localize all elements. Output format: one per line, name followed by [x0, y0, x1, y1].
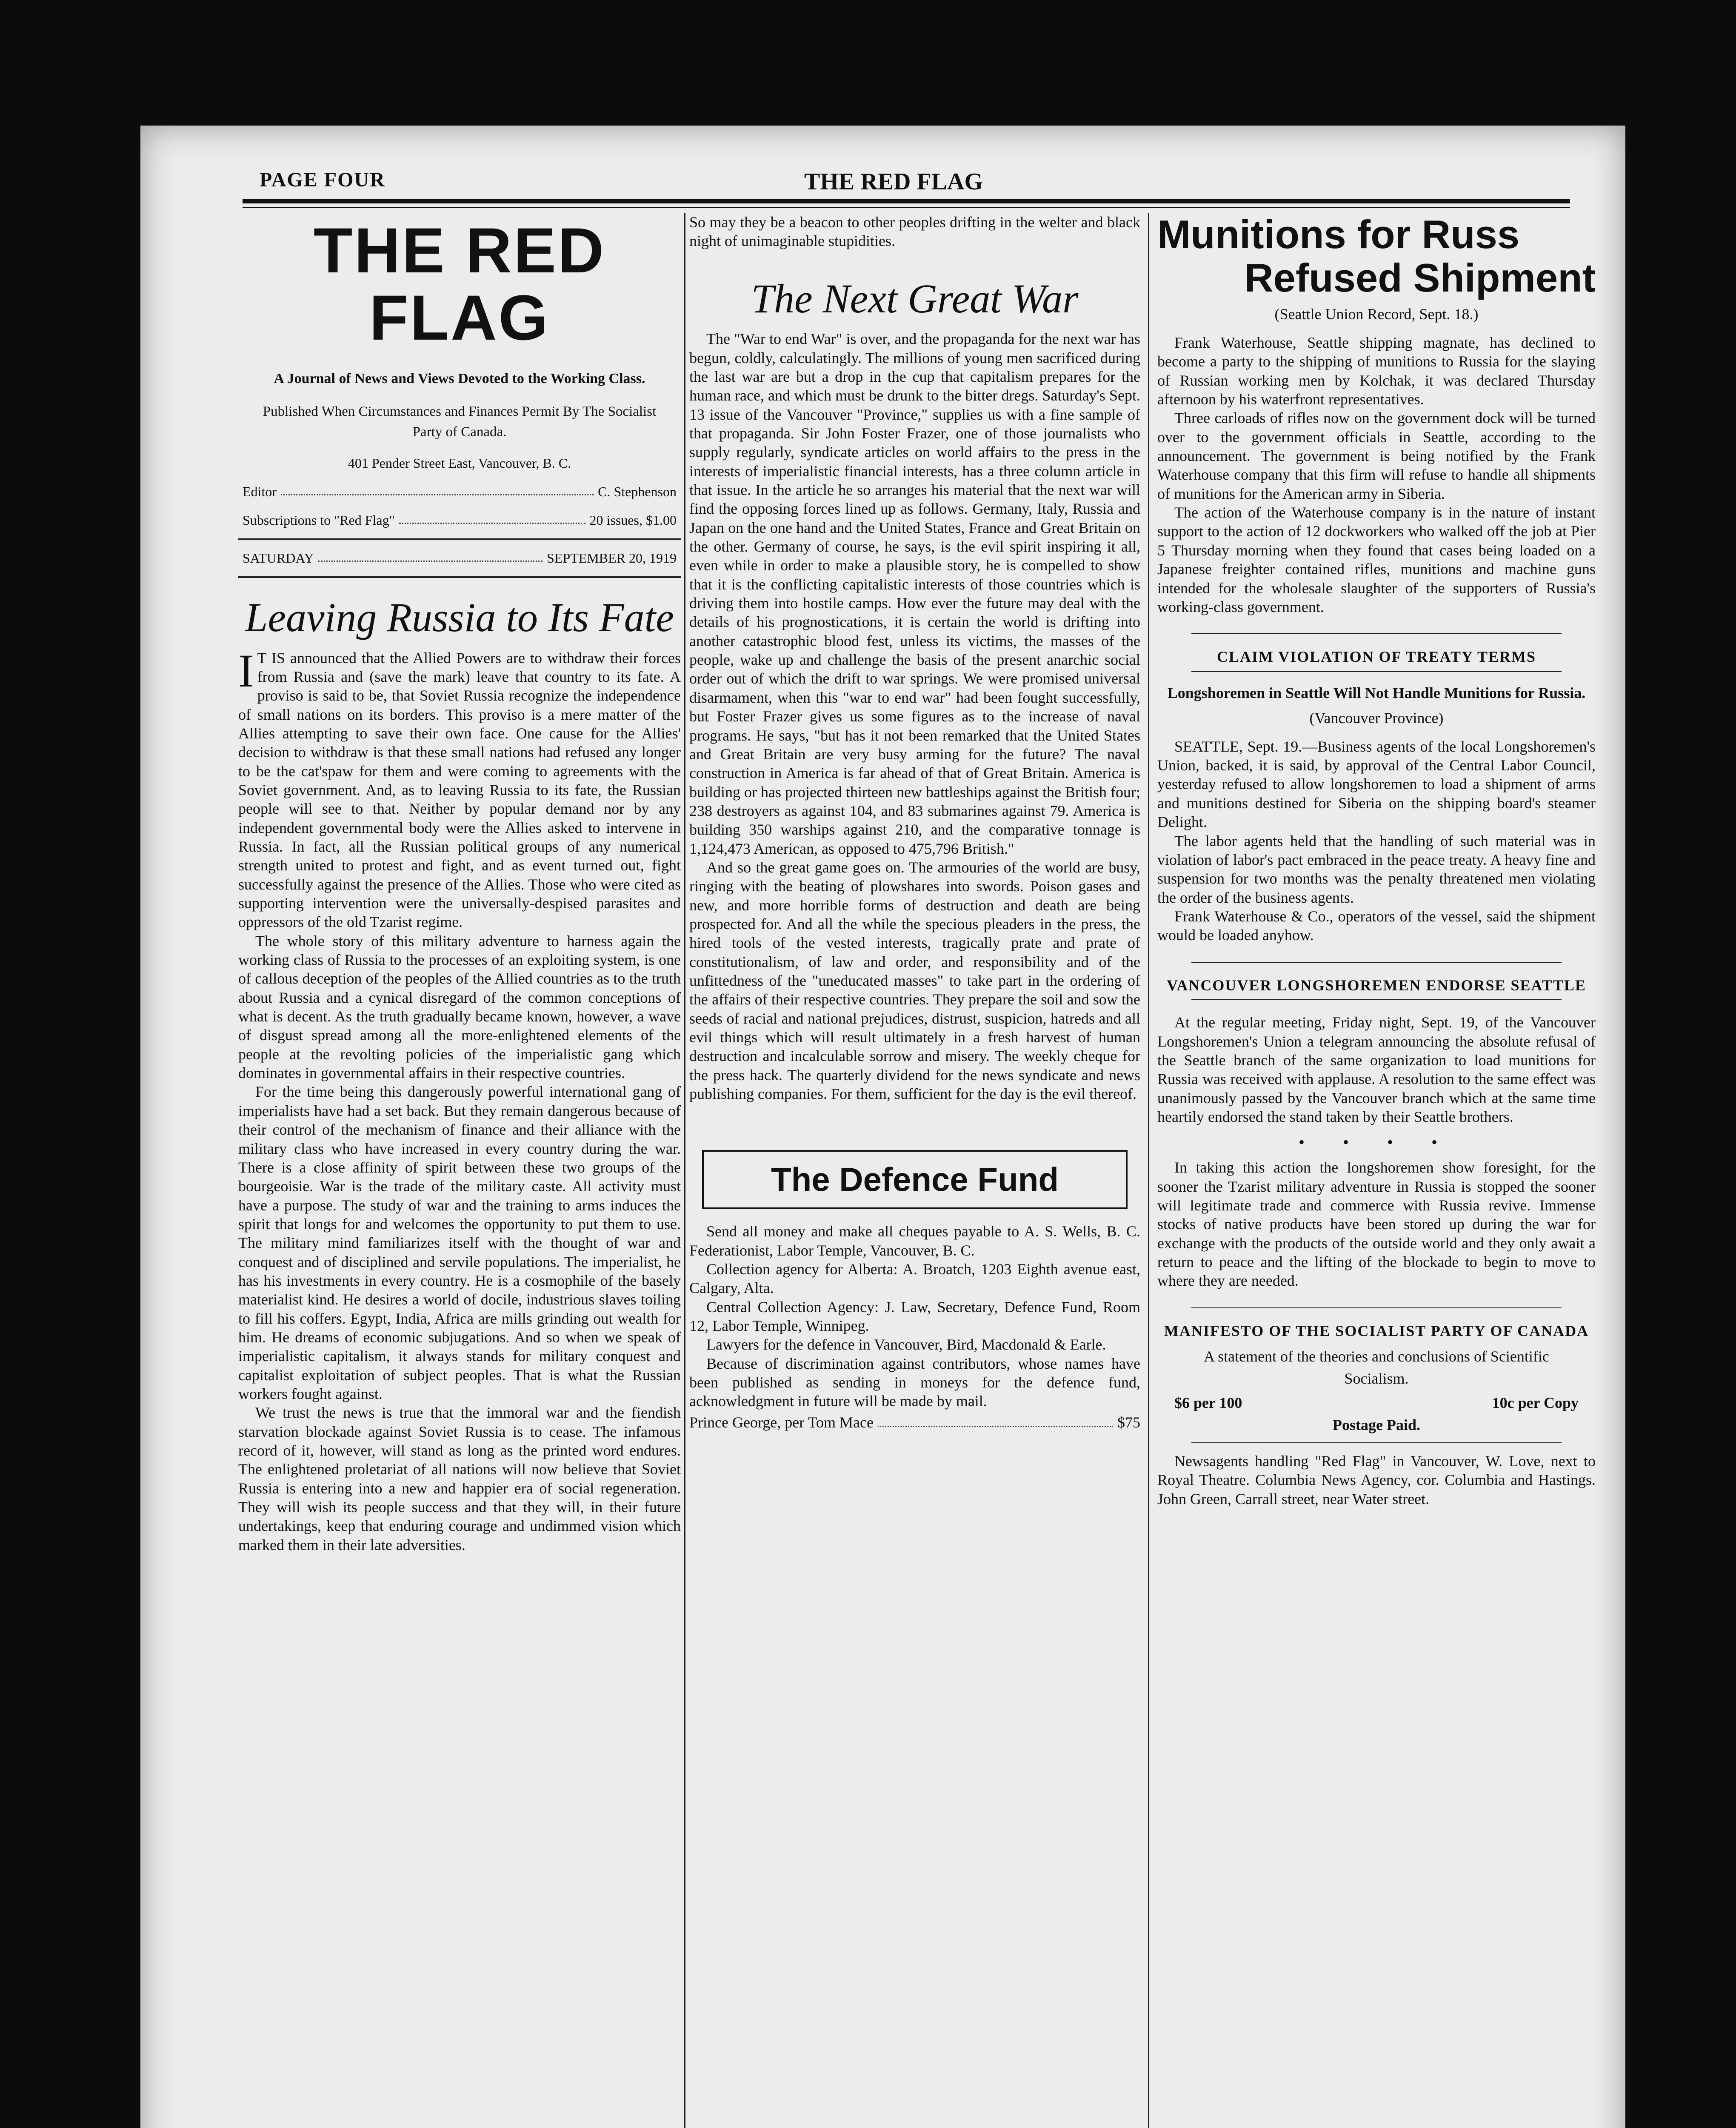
- manifesto-desc: A statement of the theories and conclusions of Scientific Socialism.: [1204, 1347, 1549, 1387]
- editor-label: Editor: [243, 483, 277, 499]
- rule: [1191, 671, 1562, 672]
- rule: [238, 576, 681, 578]
- fund-paragraph: Collection agency for Alberta: A. Broatch, 1203 Eighth avenue east, Calgary, Alta.: [689, 1261, 1140, 1297]
- column-divider: [684, 213, 685, 2128]
- fund-paragraph: Send all money and make all cheques payable to A. S. Wells, B. C. Federationist, Labor Temple, Vancouver, B. C.: [689, 1223, 1140, 1259]
- leader-dots: [878, 1413, 1113, 1427]
- fund-paragraph: Because of discrimination against contributors, whose names have been published as sending in moneys for the defence fund, acknowledgment in future will be made by mail.: [689, 1355, 1140, 1410]
- article-paragraph: Three carloads of rifles now on the government dock will be turned over to the government officials in Seattle, according to the announcement. The government is being notified by the Frank Waterhouse company that this firm will refuse to handle all shipments of munitions for the American army in Siberia.: [1157, 409, 1596, 502]
- section-subhead: Longshoremen in Seattle Will Not Handle Munitions for Russia.: [1167, 684, 1586, 701]
- article-title: The Next Great War: [751, 275, 1079, 321]
- article-paragraph: Frank Waterhouse & Co., operators of the vessel, said the shipment would be loaded anyhow.: [1157, 907, 1596, 944]
- manifesto-prices: [1174, 1394, 1579, 1412]
- article-paragraph: We trust the news is true that the immoral war and the fiendish starvation blockade against Soviet Russia is to cease. The infamous record of it, however, will stand as long as the printed word endures. The enlightened proletariat of all nations will now believe that Soviet Russia is entering into a new and happier era of social regeneration. They will wish its people success and that they will, in their future undertakings, keep that enduring courage and undimmed vision which marked them in their late adversities.: [238, 1404, 681, 1553]
- leader-dots: [281, 484, 594, 495]
- editor-line: [243, 484, 677, 500]
- masthead-title: THE RED FLAG: [313, 215, 606, 353]
- subscriptions-label: Subscriptions to "Red Flag": [243, 512, 395, 528]
- article-paragraph: The labor agents held that the handling of such material was in violation of labor's pact embraced in the peace treaty. A heavy fine and suspension for two months was the penalty threatened men violating the order of the business agents.: [1157, 832, 1596, 906]
- rule: [1191, 1307, 1562, 1308]
- page-number: PAGE FOUR: [260, 169, 385, 191]
- fund-paragraph: Central Collection Agency: J. Law, Secretary, Defence Fund, Room 12, Labor Temple, Winnipeg.: [689, 1298, 1140, 1335]
- subscriptions-value: 20 issues, $1.00: [589, 512, 677, 528]
- editor-name: C. Stephenson: [598, 483, 677, 499]
- rule: [1191, 1442, 1562, 1443]
- manifesto-postage: Postage Paid.: [1333, 1416, 1420, 1433]
- article-paragraph: The whole story of this military adventure to harness again the working class of Russia to the processes of an exploiting system, is one of callous deception of the peoples of the Allied countries as to the truth about Russia and a cynical disregard of the common conceptions of what is decent. As the truth gradually became known, however, a wave of disgust spread among all the more-enlightened elements of the people at the revolting policies of the imperialistic gang which dominates in governmental affairs in their respective countries.: [238, 932, 681, 1082]
- article-paragraph: SEATTLE, Sept. 19.—Business agents of the local Longshoremen's Union, backed, it is said, by approval of the Central Labor Council, yesterday refused to allow longshoremen to load a shipment of arms and munitions destined for Siberia on the shipping board's steamer Delight.: [1157, 738, 1596, 831]
- section-head: VANCOUVER LONGSHOREMEN ENDORSE SEATTLE: [1167, 976, 1586, 994]
- fund-entry-amount: $75: [1117, 1413, 1140, 1431]
- top-rule: [243, 199, 1570, 203]
- article-paragraph: In taking this action the longshoremen show foresight, for the sooner the Tzarist military adventure in Russia is stopped the sooner will legitimate trade and commerce with Russia revive. Immense stocks of native products have been stored up during the war for exchange with the products of the outside world and they only await a return to peace and the lifting of the blockade to begin to move to where they are needed.: [1157, 1159, 1596, 1290]
- article-paragraph: And so the great game goes on. The armouries of the world are busy, ringing with the beating of plowshares into swords. Poison gases and new, and more horrible forms of destruction and death are being prospected for. And all the while the specious pleaders in the press, the hired tools of the vested interests, tragically prate and prate of constitutionalism, of law and order, and responsibility and of the unfittedness of the "uneducated masses" to take part in the ordering of the affairs of their respective countries. They prepare the soil and sow the seeds of racial and national prejudices, distrust, suspicion, hatreds and all evil things which will result ultimately in a fresh harvest of human destruction and incalculable sorrow and misery. The weekly cheque for the press hack. The quarterly dividend for the news syndicate and news publishing companies. For them, sufficient for the day is the evil thereof.: [689, 858, 1140, 1103]
- masthead-published: Published When Circumstances and Finances Permit By The Socialist Party of Canada.: [263, 404, 657, 440]
- leader-dots: [318, 550, 542, 562]
- article-title-line1: Munitions for Russ: [1157, 212, 1520, 257]
- running-title: THE RED FLAG: [804, 169, 983, 195]
- leader-dots: [399, 512, 585, 524]
- defence-fund-title: The Defence Fund: [771, 1161, 1059, 1198]
- manifesto-price-bulk: $6 per 100: [1174, 1394, 1242, 1411]
- top-rule-thin: [243, 207, 1570, 208]
- section-credit: (Vancouver Province): [1309, 709, 1444, 726]
- fund-entry: [689, 1413, 1140, 1431]
- rule: [1191, 999, 1562, 1000]
- masthead-subtitle: A Journal of News and Views Devoted to the Working Class.: [274, 371, 645, 386]
- running-head: [140, 168, 1625, 194]
- manifesto-head: MANIFESTO OF THE SOCIALIST PARTY OF CANADA: [1164, 1322, 1589, 1339]
- rule: [1191, 633, 1562, 634]
- column-1: [238, 213, 681, 1554]
- manifesto-price-single: 10c per Copy: [1492, 1394, 1579, 1411]
- fund-entry-label: Prince George, per Tom Mace: [689, 1413, 874, 1431]
- separator-dots: • • • •: [1298, 1133, 1454, 1152]
- article-paragraph: Frank Waterhouse, Seattle shipping magnate, has declined to become a party to the shipping of munitions to Russia for the slaying of Russian working men by Kolchak, it was declared Thursday afternoon by his waterfront representatives.: [1157, 334, 1596, 408]
- rule: [1191, 962, 1562, 963]
- article-title: Leaving Russia to Its Fate: [245, 594, 674, 640]
- article-paragraph: The action of the Waterhouse company is in the nature of instant support to the action of 12 dockworkers who walked off the job at Pier 5 Thursday morning when they found that cases being loaded on a Japanese freighter contained rifles, munitions and machine guns intended for the wholesale slaughter of the supporters of Russia's working-class government.: [1157, 504, 1596, 615]
- article-paragraph: For the time being this dangerously powerful international gang of imperialists have had a set back. But they remain dangerous because of their control of the mechanism of finance and their alliance with the military class who have increased in every country during the war. There is a close affinity of spirit between these two groups of the bourgeoisie. War is the trade of the military caste. All activity must have a purpose. The study of war and the training to arms induces the spirit that longs for and welcomes the opportunity to put them to use. The military mind familiarizes itself with the thought of war and conquest and of disciplined and servile populations. The imperialist, he has his investments in every country. He is a cosmophile of the basely materialist kind. He desires a world of docile, industrious slaves toiling to fill his coffers. Egypt, India, Africa are mills grinding out wealth for him. He dreams of economic subjugations. And so when we speak of imperialistic capitalism, it always stands for military conquest and capitalist exploitation of subject peoples. That is what the Russian workers fought against.: [238, 1083, 681, 1402]
- masthead-address: 401 Pender Street East, Vancouver, B. C.: [348, 455, 571, 471]
- column-3: [1157, 213, 1596, 1508]
- column-divider: [1148, 213, 1149, 2128]
- fund-paragraph: Lawyers for the defence in Vancouver, Bird, Macdonald & Earle.: [706, 1336, 1106, 1353]
- article-paragraph: IT IS announced that the Allied Powers are to withdraw their forces from Russia and (save the mark) leave that country to its fate. A proviso is said to be, that Soviet Russia recognize the independence of small nations on its borders. This proviso is a mere matter of the Allies attempting to save their own face. One cause for the Allies' decision to withdraw is that these small nations had refused any longer to be the cat'spaw for them and were coming to agreements with the Soviet government. And, as to leaving Russia to its fate, the Russian people will see to that. Neither by popular demand nor by any independent governmental body were the Allies asked to intervene in Russia. In fact, all the Russian political groups of any numerical strength united to protest and fight, and as event turned out, fight successfully against the presence of the Allies. Those who were cited as supporting intervention were the universally-despised parasites and oppressors of the old Tzarist regime.: [238, 644, 681, 931]
- article-credit: (Seattle Union Record, Sept. 18.): [1274, 306, 1479, 323]
- article-paragraph: The "War to end War" is over, and the propaganda for the next war has begun, coldly, calculatingly. The millions of young men sacrificed during the last war are but a drop in the cup that capitalism prepares for the human race, and which must be drunk to the bitter dregs. Saturday's Sept. 13 issue of the Vancouver "Province," supplies us with a fine sample of that propaganda. Sir John Foster Frazer, one of those journalists who supply regularly, syndicate articles on world affairs to the press in the interests of imperialistic financial interests, has a three column article in that issue. In the article he so arranges his material that the next war will find the opposing forces lined up as follows. Germany, Italy, Russia and Japan on the one hand and the United States, France and Great Britain on the other. Germany of course, he says, is the evil spirit inspiring it all, even while in order to make a plausible story, he is compelled to show that it is the conflicting capitalistic interests of those countries which is driving them into hostile camps. How ever the future may deal with the details of his prognostications, it is certain the world is drifting into another catastrophic blood fest, unless its victims, the masses of the people, wake up and challenge the basis of the present anarchic social order out of which the drift to war springs. We were promised universal disarmament, when this "war to end war" had been fought successfully, but Foster Frazer gives us some figures as to the increase of naval programs. He says, "but has it not been remarked that the United States and Great Britain are very busy arming for the future? The naval construction in America is far ahead of that of Great Britain. America is building or has projected thirteen new battleships against the British four; 238 destroyers as against 104, and 83 submarines against 79. America is building 350 warships against 210, and the comparative tonnage is 1,124,473 American, as opposed to 475,796 British.": [689, 330, 1140, 857]
- defence-fund-box: [702, 1150, 1128, 1209]
- article-title-line2: Refused Shipment: [1244, 255, 1596, 300]
- section-head: CLAIM VIOLATION OF TREATY TERMS: [1216, 648, 1536, 666]
- date-label: SATURDAY: [243, 550, 314, 566]
- newsagents-paragraph: Newsagents handling "Red Flag" in Vancouver, W. Love, next to Royal Theatre. Columbia News Agency, cor. Columbia and Hastings. John Green, Carrall street, near Water street.: [1157, 1453, 1596, 1507]
- date-line: [243, 550, 677, 566]
- article-paragraph: At the regular meeting, Friday night, Sept. 19, of the Vancouver Longshoremen's Union a telegram announcing the absolute refusal of the Seattle branch of the same organization to load munitions for Russia was received with applause. A resolution to the same effect was unanimously passed by the Vancouver branch which at the same time heartily endorsed the stand taken by their Seattle brothers.: [1157, 1014, 1596, 1126]
- rule: [238, 538, 681, 540]
- date-value: SEPTEMBER 20, 1919: [547, 550, 677, 566]
- column-2: [689, 213, 1140, 1434]
- subscriptions-line: [243, 512, 677, 528]
- article-lead: So may they be a beacon to other peoples drifting in the welter and black night of unimaginable stupidities.: [689, 214, 1140, 250]
